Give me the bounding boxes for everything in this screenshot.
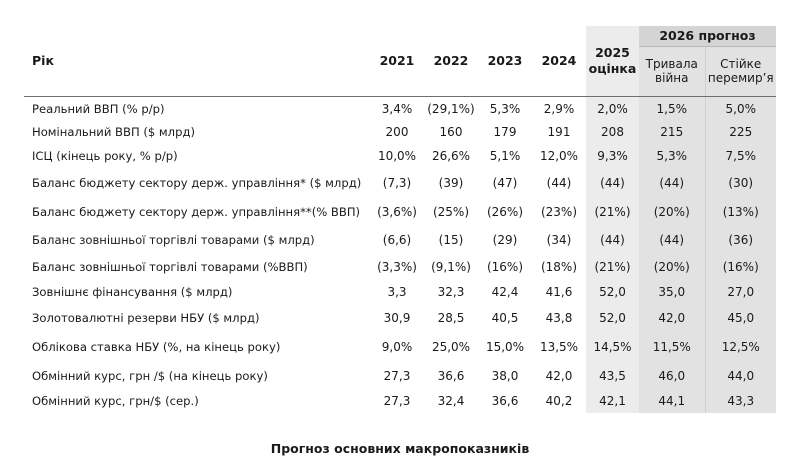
table-row — [24, 143, 776, 168]
row-label: Золотовалютні резерви НБУ ($ млрд) — [32, 310, 260, 325]
table-cell: (29) — [492, 233, 518, 247]
table-cell: 27,3 — [383, 394, 411, 408]
table-cell: 27,0 — [705, 279, 776, 304]
table-cell: 5,0% — [705, 96, 776, 121]
table-cell: 44,0 — [705, 363, 776, 389]
table-cell: 36,6 — [491, 394, 519, 408]
table-cell: 2,0% — [586, 96, 639, 121]
table-cell: (44) — [639, 168, 705, 198]
table-cell: 27,3 — [383, 369, 411, 383]
table-cell: (44) — [639, 225, 705, 255]
row-label: Баланс бюджету сектору держ. управління**(% ВВП) — [32, 204, 361, 219]
row-header-label: Рік — [24, 26, 370, 96]
table-body — [24, 96, 776, 413]
scenario-line: Тривала — [645, 57, 698, 71]
table-cell: 7,5% — [705, 143, 776, 168]
table-row — [24, 389, 776, 413]
table-cell: (7,3) — [382, 176, 412, 190]
table-cell: 15,0% — [485, 340, 525, 354]
estimate-header — [586, 26, 639, 96]
table-cell: 42,0 — [639, 304, 705, 331]
table-cell: 46,0 — [639, 363, 705, 389]
table-cell: 44,1 — [639, 389, 705, 413]
table-cell: (13%) — [705, 198, 776, 225]
table-cell: 40,2 — [545, 394, 573, 408]
table-cell: 42,4 — [491, 284, 519, 299]
table-cell: (44) — [586, 168, 639, 198]
table-cell: 32,4 — [437, 394, 465, 408]
table-cell: 42,1 — [586, 389, 639, 413]
table-cell: 215 — [639, 121, 705, 143]
table-cell: (9,1%) — [431, 260, 471, 274]
year-header: 2022 — [424, 26, 478, 96]
table-cell: 9,3% — [586, 143, 639, 168]
table-cell: 3,4% — [381, 101, 413, 116]
table-cell: (44) — [546, 176, 572, 190]
forecast-header: 2026 прогноз — [639, 26, 776, 46]
table-cell: 200 — [385, 125, 409, 139]
table-cell: 43,5 — [586, 363, 639, 389]
table-cell: (16%) — [486, 260, 524, 274]
table-cell: (36) — [705, 225, 776, 255]
table-cell: 191 — [547, 125, 571, 139]
forecast-scenario-header — [705, 46, 776, 96]
table-cell: 225 — [705, 121, 776, 143]
table-cell: (3,3%) — [377, 260, 417, 274]
table-cell: 10,0% — [377, 148, 417, 163]
table-cell: (26%) — [486, 204, 524, 219]
row-label: Обмінний курс, грн/$ (сер.) — [32, 394, 199, 408]
table-row — [24, 255, 776, 279]
table-cell: 2,9% — [543, 101, 575, 116]
table-cell: 43,8 — [545, 310, 573, 325]
table-cell: 5,3% — [639, 143, 705, 168]
table-row — [24, 96, 776, 121]
table-cell: (20%) — [639, 198, 705, 225]
estimate-year: 2025 — [595, 44, 630, 60]
table-row — [24, 198, 776, 225]
table-cell: 3,3 — [387, 284, 407, 299]
table-cell: 32,3 — [437, 284, 465, 299]
table-cell: (39) — [438, 176, 464, 190]
row-label: Баланс бюджету сектору держ. управління* ($ млрд) — [32, 176, 362, 190]
table-cell: 38,0 — [491, 369, 519, 383]
table-cell: (21%) — [586, 198, 639, 225]
year-header: 2021 — [370, 26, 424, 96]
table-cell: 11,5% — [639, 331, 705, 363]
table-row — [24, 304, 776, 331]
table-cell: 42,0 — [545, 369, 573, 383]
table-cell: 12,0% — [539, 148, 579, 163]
table-cell: (23%) — [540, 204, 578, 219]
row-label: ІСЦ (кінець року, % р/р) — [32, 148, 178, 163]
table-cell: (30) — [705, 168, 776, 198]
table-cell: (44) — [586, 225, 639, 255]
year-header: 2023 — [478, 26, 532, 96]
table-cell: (18%) — [540, 260, 578, 274]
scenario-line: Стійке — [720, 57, 762, 71]
table-cell: 52,0 — [586, 279, 639, 304]
table-cell: (6,6) — [382, 233, 412, 247]
table-row — [24, 121, 776, 143]
row-label: Баланс зовнішньої торгівлі товарами (%ВВП) — [32, 260, 308, 274]
table-cell: 179 — [493, 125, 517, 139]
table-cell: 52,0 — [586, 304, 639, 331]
table-cell: 41,6 — [545, 284, 573, 299]
row-label: Обмінний курс, грн /$ (на кінець року) — [32, 369, 268, 383]
table-cell: 40,5 — [491, 310, 519, 325]
table-cell: 36,6 — [437, 369, 465, 383]
table-cell: 160 — [439, 125, 463, 139]
table-row — [24, 363, 776, 389]
table-cell: 43,3 — [705, 389, 776, 413]
row-label: Номінальний ВВП ($ млрд) — [32, 125, 195, 139]
table-cell: 25,0% — [431, 340, 471, 354]
scenario-line: війна — [655, 71, 689, 85]
table-cell: (15) — [438, 233, 464, 247]
year-header: 2024 — [532, 26, 586, 96]
table-row — [24, 225, 776, 255]
table-row — [24, 331, 776, 363]
table-cell: 9,0% — [381, 340, 413, 354]
table-cell: 13,5% — [539, 340, 579, 354]
table-cell: (3,6%) — [377, 204, 417, 219]
macro-forecast-table-container — [24, 26, 776, 413]
table-row — [24, 279, 776, 304]
table-cell: 12,5% — [705, 331, 776, 363]
estimate-label: оцінка — [588, 60, 637, 76]
forecast-scenario-header — [639, 46, 705, 96]
table-cell: 35,0 — [639, 279, 705, 304]
table-cell: 45,0 — [705, 304, 776, 331]
table-cell: (47) — [492, 176, 518, 190]
table-caption: Прогноз основних макропоказників — [270, 441, 530, 456]
table-row — [24, 168, 776, 198]
table-cell: 5,3% — [489, 101, 521, 116]
table-cell: (20%) — [639, 255, 705, 279]
table-cell: 28,5 — [437, 310, 465, 325]
table-cell: (25%) — [432, 204, 470, 219]
table-cell: (29,1%) — [427, 101, 475, 116]
row-label: Реальний ВВП (% р/р) — [32, 101, 165, 116]
table-cell: 30,9 — [383, 310, 411, 325]
table-cell: 1,5% — [639, 96, 705, 121]
row-label: Облікова ставка НБУ (%, на кінець року) — [32, 340, 281, 354]
table-cell: 5,1% — [489, 148, 521, 163]
scenario-line: перемир’я — [707, 71, 774, 85]
row-label: Баланс зовнішньої торгівлі товарами ($ млрд) — [32, 233, 315, 247]
table-cell: 26,6% — [431, 148, 471, 163]
table-cell: 208 — [586, 121, 639, 143]
table-cell: 14,5% — [586, 331, 639, 363]
table-cell: (21%) — [586, 255, 639, 279]
row-label: Зовнішнє фінансування ($ млрд) — [32, 284, 233, 299]
macro-forecast-table — [24, 26, 776, 413]
table-cell: (16%) — [705, 255, 776, 279]
table-cell: (34) — [546, 233, 572, 247]
